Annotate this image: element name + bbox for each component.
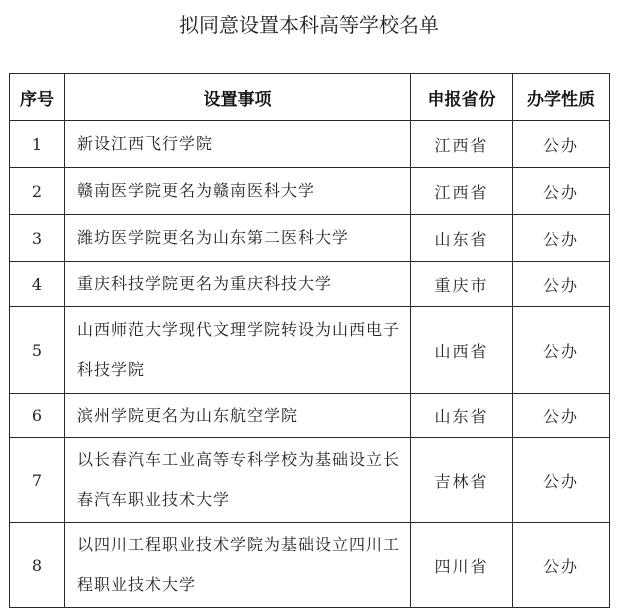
row-item: 山西师范大学现代文理学院转设为山西电子科技学院: [65, 307, 411, 394]
header-province: 申报省份: [411, 74, 513, 121]
table-row: [10, 523, 610, 608]
row-province: 重庆市: [411, 262, 513, 307]
row-number: 1: [10, 121, 65, 168]
header-item: 设置事项: [65, 74, 411, 121]
row-item: 潍坊医学院更名为山东第二医科大学: [65, 215, 411, 262]
row-number: 6: [10, 394, 65, 438]
row-type: 公办: [513, 307, 610, 394]
row-province: 四川省: [411, 523, 513, 608]
row-number: 2: [10, 168, 65, 215]
row-province: 山西省: [411, 307, 513, 394]
table-row: [10, 215, 610, 262]
table-header-row: [10, 74, 610, 121]
row-item: 新设江西飞行学院: [65, 121, 411, 168]
row-number: 4: [10, 262, 65, 307]
header-type: 办学性质: [513, 74, 610, 121]
row-province: 山东省: [411, 215, 513, 262]
row-number: 8: [10, 523, 65, 608]
row-province: 吉林省: [411, 438, 513, 523]
schools-table: [9, 73, 610, 608]
row-type: 公办: [513, 215, 610, 262]
row-item: 以四川工程职业技术学院为基础设立四川工程职业技术大学: [65, 523, 411, 608]
row-number: 3: [10, 215, 65, 262]
row-number: 7: [10, 438, 65, 523]
row-type: 公办: [513, 168, 610, 215]
table-row: [10, 168, 610, 215]
row-province: 江西省: [411, 168, 513, 215]
table-row: [10, 307, 610, 394]
table-row: [10, 394, 610, 438]
table-row: [10, 438, 610, 523]
row-province: 山东省: [411, 394, 513, 438]
row-type: 公办: [513, 262, 610, 307]
row-item: 滨州学院更名为山东航空学院: [65, 394, 411, 438]
header-no: 序号: [10, 74, 65, 121]
row-type: 公办: [513, 438, 610, 523]
row-type: 公办: [513, 523, 610, 608]
page-title: 拟同意设置本科高等学校名单: [179, 13, 439, 37]
row-type: 公办: [513, 394, 610, 438]
row-type: 公办: [513, 121, 610, 168]
row-number: 5: [10, 307, 65, 394]
row-province: 江西省: [411, 121, 513, 168]
row-item: 重庆科技学院更名为重庆科技大学: [65, 262, 411, 307]
table-row: [10, 262, 610, 307]
row-item: 以长春汽车工业高等专科学校为基础设立长春汽车职业技术大学: [65, 438, 411, 523]
row-item: 赣南医学院更名为赣南医科大学: [65, 168, 411, 215]
table-row: [10, 121, 610, 168]
